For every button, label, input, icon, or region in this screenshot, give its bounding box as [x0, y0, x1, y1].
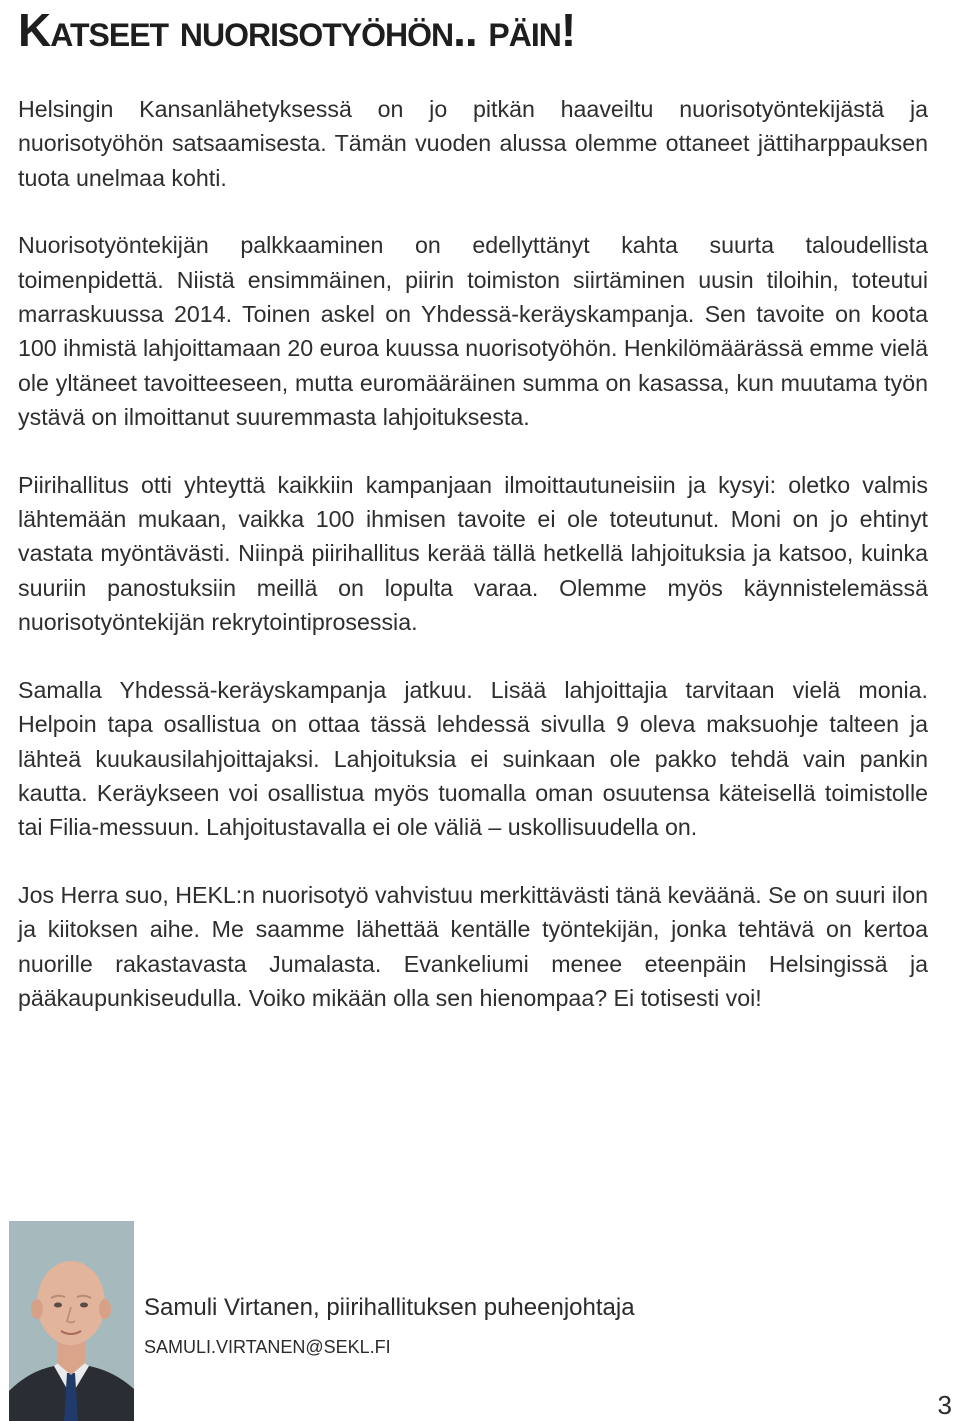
paragraph-2: Nuorisotyöntekijän palkkaaminen on edellyttänyt kahta suurta taloudellista toimenpidettä. Niistä ensimmäinen, piirin toimiston siirtäminen uusin tiloihin, toteutui marraskuussa 2014. Toinen askel on Yhdessä-keräyskampanja. Sen tavoite on koota 100 ihmistä lahjoittamaan 20 euroa kuussa nuorisotyöhön. Henkilömäärässä emme vielä ole yltäneet tavoitteeseen, mutta euromääräinen summa on kasassa, kun muutama työn ystävä on ilmoittanut suuremmasta lahjoituksesta.: [18, 232, 928, 431]
paragraph-3: Piirihallitus otti yhteyttä kaikkiin kampanjaan ilmoittautuneisiin ja kysyi: oletko valmis lähtemään mukaan, vaikka 100 ihmisen tavoite ei ole toteutunut. Moni on jo ehtinyt vastata myöntävästi. Niinpä piirihallitus kerää tällä hetkellä lahjoituksia ja katsoo, kuinka suuriin panostuksiin meillä on lopulta varaa. Olemme myös käynnistelemässä nuorisotyöntekijän rekrytointiprosessia.: [18, 471, 928, 636]
author-name: Samuli Virtanen, piirihallituksen puheenjohtaja: [144, 1294, 635, 1321]
paragraph-4: Samalla Yhdessä-keräyskampanja jatkuu. Lisää lahjoittajia tarvitaan vielä monia. Helpoin tapa osallistua on ottaa tässä lehdessä sivulla 9 oleva maksuohje talteen ja lähteä kuukausilahjoittajaksi. Lahjoituksia ei suinkaan ole pakko tehdä vain pankin kautta. Keräykseen voi osallistua myös tuomalla oman osuutensa käteisellä toimistolle tai Filia-messuun. Lahjoitustavalla ei ole väliä – uskollisuudella on.: [18, 676, 928, 841]
paragraph-1: Helsingin Kansanlähetyksessä on jo pitkän haaveiltu nuorisotyöntekijästä ja nuorisotyöhön satsaamisesta. Tämän vuoden alussa olemme ottaneet jättiharppauksen tuota unelmaa kohti.: [18, 96, 928, 191]
article-title: Katseet nuorisotyöhön.. päin!: [18, 4, 576, 56]
paragraph-5: Jos Herra suo, HEKL:n nuorisotyö vahvistuu merkittävästi tänä keväänä. Se on suuri ilon ja kiitoksen aihe. Me saamme lähettää kentälle työntekijän, jonka tehtävä on kertoa nuorille rakastavasta Jumalasta. Evankeliumi menee eteenpäin Helsingissä ja pääkaupunkiseudulla. Voiko mikään olla sen hienompaa? Ei totisesti voi!: [18, 881, 928, 1011]
article-body: [18, 92, 928, 1048]
page-number: 3: [937, 1390, 952, 1420]
author-email[interactable]: SAMULI.VIRTANEN@SEKL.FI: [144, 1337, 391, 1357]
author-photo: [9, 1221, 134, 1421]
